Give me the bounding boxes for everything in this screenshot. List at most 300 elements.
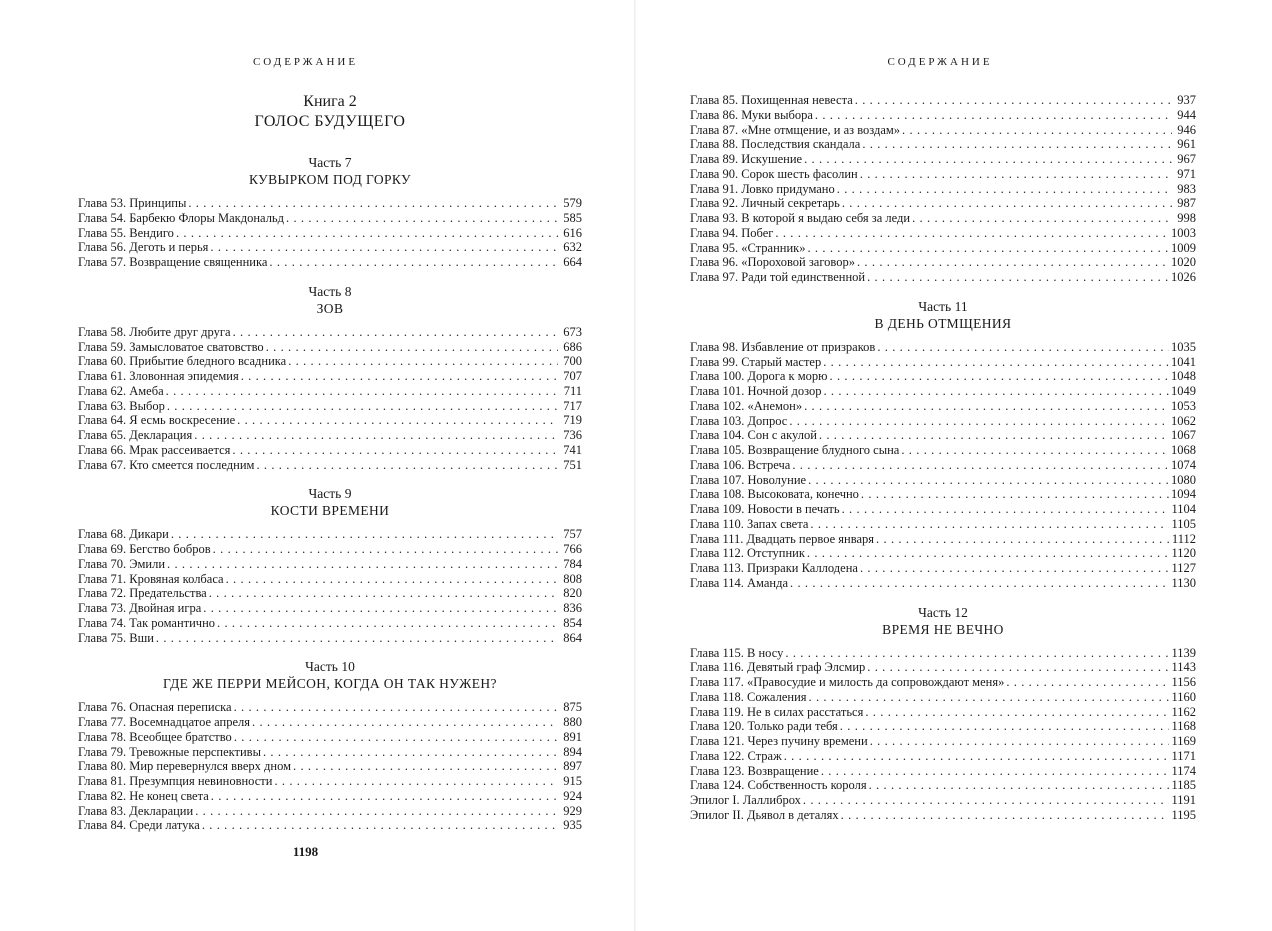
toc-entry-page: 1020 [1171, 255, 1196, 270]
toc-entry-page: 717 [563, 398, 582, 413]
toc-entry [690, 749, 1196, 764]
toc-entry-page: 1191 [1171, 793, 1196, 807]
toc-entry-page: 1160 [1171, 689, 1196, 704]
toc-entry-page: 719 [563, 413, 582, 428]
toc-entry-page: 741 [563, 442, 582, 457]
toc-entry [78, 384, 582, 399]
toc-entry [78, 240, 582, 255]
toc-entry-page: 891 [563, 729, 582, 744]
dot-leader [821, 764, 1170, 779]
toc-entry-title: Глава 113. Призраки Каллодена [690, 561, 858, 575]
toc-entry-page: 1048 [1171, 369, 1196, 384]
toc-entry-title: Глава 106. Встреча [690, 457, 791, 472]
toc-entry [690, 808, 1196, 823]
toc-entry-title: Глава 101. Ночной дозор [690, 384, 822, 398]
toc-entry-page: 1168 [1171, 719, 1196, 734]
page-number: 1198 [292, 844, 319, 859]
toc-entry-title: Глава 121. Через пучину времени [690, 734, 868, 748]
toc-entry-list [78, 325, 582, 473]
toc-part [78, 154, 582, 270]
toc-entry-title: Глава 85. Похищенная невеста [690, 93, 853, 107]
toc-entry-title: Глава 74. Так романтично [78, 615, 216, 630]
toc-entry-page: 1003 [1171, 225, 1196, 240]
toc-entry [690, 502, 1196, 517]
toc-entry [690, 255, 1196, 270]
dot-leader [234, 730, 558, 745]
toc-entry-page: 836 [563, 601, 582, 615]
dot-leader [274, 774, 558, 789]
toc-entry [690, 546, 1196, 561]
toc-entry [690, 576, 1196, 591]
toc-entry [78, 572, 582, 587]
right-parts [690, 298, 1196, 823]
toc-entry-page: 1185 [1171, 778, 1196, 793]
toc-entry [690, 196, 1196, 211]
dot-leader [789, 414, 1169, 429]
toc-entry-title: Глава 77. Восемнадцатое апреля [78, 715, 251, 729]
toc-entry-page: 1104 [1171, 502, 1196, 516]
toc-entry [78, 428, 582, 443]
toc-entry-title: Глава 110. Запах света [690, 516, 809, 531]
dot-leader [807, 546, 1170, 561]
toc-entry-title: Глава 94. Побег [690, 225, 774, 240]
toc-entry [78, 325, 582, 340]
part-title: КОСТИ ВРЕМЕНИ [270, 503, 390, 519]
dot-leader [784, 749, 1170, 764]
toc-entry-page: 1105 [1171, 516, 1196, 531]
toc-entry-page: 664 [563, 255, 582, 269]
dot-leader [210, 240, 558, 255]
toc-entry-page: 673 [563, 324, 582, 339]
toc-entry [690, 226, 1196, 241]
dot-leader [252, 715, 558, 730]
toc-part [78, 283, 582, 473]
toc-entry [690, 764, 1196, 779]
dot-leader [234, 700, 558, 715]
toc-entry-title: Глава 87. «Мне отмщение, и аз воздам» [690, 122, 901, 137]
toc-entry [78, 631, 582, 646]
toc-entry-list [78, 196, 582, 270]
toc-part [78, 485, 582, 645]
toc-entry-title: Глава 112. Отступник [690, 546, 805, 561]
toc-entry [78, 818, 582, 833]
toc-entry-title: Глава 67. Кто смеется последним [78, 457, 255, 472]
toc-entry-page: 766 [563, 542, 582, 556]
toc-entry-title: Глава 65. Декларация [78, 428, 193, 442]
toc-entry-title: Глава 55. Вендиго [78, 225, 174, 240]
toc-entry-title: Глава 93. В которой я выдаю себя за леди [690, 211, 911, 225]
toc-entry [690, 384, 1196, 399]
toc-entry [690, 473, 1196, 488]
toc-entry-page: 1143 [1171, 660, 1196, 675]
toc-entry [690, 675, 1196, 690]
toc-entry-title: Эпилог II. Дьявол в деталях [690, 807, 839, 822]
toc-entry-title: Глава 90. Сорок шесть фасолин [690, 166, 858, 181]
dot-leader [865, 705, 1169, 720]
dot-leader [855, 93, 1172, 108]
toc-entry [78, 527, 582, 542]
toc-entry-title: Глава 66. Мрак рассеивается [78, 442, 231, 457]
toc-entry-title: Глава 64. Я есмь воскресение [78, 413, 236, 428]
toc-entry [690, 270, 1196, 285]
toc-entry-title: Глава 89. Искушение [690, 152, 803, 166]
toc-part [78, 658, 582, 833]
dot-leader [241, 369, 558, 384]
part-label: Часть 9 [308, 486, 352, 502]
toc-entry-title: Глава 78. Всеобщее братство [78, 729, 232, 744]
toc-entry [690, 778, 1196, 793]
dot-leader [237, 413, 558, 428]
toc-entry-title: Глава 95. «Странник» [690, 240, 806, 255]
part-label: Часть 7 [308, 155, 352, 170]
part-title: ЗОВ [316, 300, 344, 316]
toc-entry-page: 707 [563, 369, 582, 383]
dot-leader [233, 325, 558, 340]
toc-entry [78, 458, 582, 473]
dot-leader [809, 690, 1170, 705]
toc-entry [78, 616, 582, 631]
dot-leader [860, 167, 1172, 182]
running-head: СОДЕРЖАНИЕ [252, 56, 359, 68]
toc-entry-page: 946 [1177, 122, 1196, 137]
dot-leader [867, 270, 1169, 285]
left-parts [78, 154, 582, 833]
toc-entry-title: Глава 56. Деготь и перья [78, 240, 209, 255]
dot-leader [830, 369, 1169, 384]
dot-leader [810, 517, 1169, 532]
toc-entry-page: 1112 [1171, 531, 1196, 546]
toc-entry-page: 1156 [1171, 675, 1196, 689]
toc-entry [690, 532, 1196, 547]
toc-entry-title: Глава 58. Любите друг друга [78, 324, 231, 339]
toc-entry [690, 399, 1196, 414]
toc-entry [690, 369, 1196, 384]
dot-leader [876, 532, 1170, 547]
toc-entry [78, 586, 582, 601]
toc-entry-page: 1026 [1171, 270, 1196, 284]
dot-leader [188, 196, 558, 211]
toc-entry [690, 211, 1196, 226]
toc-entry-page: 983 [1177, 181, 1196, 196]
toc-entry-title: Глава 71. Кровяная колбаса [78, 571, 224, 586]
toc-entry-page: 937 [1177, 93, 1196, 107]
toc-entry-page: 967 [1177, 152, 1196, 166]
toc-entry-page: 686 [563, 339, 582, 354]
toc-entry-list [690, 646, 1196, 823]
dot-leader [202, 818, 558, 833]
toc-entry [690, 719, 1196, 734]
toc-entry-page: 987 [1177, 196, 1196, 211]
dot-leader [217, 616, 558, 631]
toc-entry [690, 517, 1196, 532]
toc-entry-title: Глава 57. Возвращение священника [78, 255, 268, 269]
dot-leader [269, 255, 558, 270]
toc-entry-title: Глава 86. Муки выбора [690, 107, 813, 122]
part-label: Часть 12 [918, 604, 968, 620]
toc-entry-title: Глава 69. Бегство бобров [78, 542, 211, 556]
toc-entry-title: Глава 96. «Пороховой заговор» [690, 255, 855, 270]
toc-entry [78, 557, 582, 572]
toc-entry-title: Глава 62. Амеба [78, 383, 164, 398]
dot-leader [211, 789, 558, 804]
dot-leader [293, 759, 558, 774]
dot-leader [792, 458, 1169, 473]
toc-entry-page: 1120 [1171, 546, 1196, 561]
toc-entry-title: Глава 72. Предательства [78, 586, 207, 601]
toc-entry-page: 1067 [1171, 428, 1196, 443]
toc-entry-title: Глава 122. Страж [690, 748, 782, 763]
toc-entry-page: 616 [563, 225, 582, 240]
dot-leader [194, 428, 558, 443]
toc-entry [690, 646, 1196, 661]
toc-part [690, 298, 1196, 591]
toc-entry [690, 428, 1196, 443]
toc-entry [78, 601, 582, 616]
left-page [0, 0, 635, 931]
dot-leader [877, 340, 1169, 355]
toc-entry [690, 793, 1196, 808]
toc-entry [78, 255, 582, 270]
dot-leader [256, 458, 558, 473]
dot-leader [166, 384, 558, 399]
toc-entry [690, 705, 1196, 720]
toc-entry [690, 108, 1196, 123]
toc-entry-title: Глава 75. Вши [78, 630, 154, 645]
toc-entry-title: Глава 123. Возвращение [690, 763, 819, 778]
toc-entry-title: Глава 99. Старый мастер [690, 354, 822, 369]
dot-leader [862, 137, 1172, 152]
toc-entry-title: Глава 63. Выбор [78, 398, 165, 413]
toc-entry-page: 1080 [1171, 472, 1196, 487]
dot-leader [815, 108, 1172, 123]
toc-entry [690, 241, 1196, 256]
toc-entry-title: Глава 53. Принципы [78, 196, 187, 210]
toc-entry [78, 369, 582, 384]
toc-entry-page: 751 [563, 457, 582, 472]
toc-entry-title: Глава 91. Ловко придумано [690, 181, 835, 196]
dot-leader [176, 226, 558, 241]
dot-leader [288, 354, 558, 369]
toc-entry [78, 774, 582, 789]
toc-entry [78, 399, 582, 414]
toc-entry-list [690, 93, 1196, 285]
toc-entry [690, 734, 1196, 749]
dot-leader [266, 340, 558, 355]
toc-entry [78, 226, 582, 241]
toc-entry-page: 1127 [1171, 561, 1196, 575]
dot-leader [861, 487, 1169, 502]
toc-entry-title: Глава 117. «Правосудие и милость да сопровождают меня» [690, 675, 1005, 689]
toc-entry-title: Глава 70. Эмили [78, 556, 166, 571]
dot-leader [807, 241, 1169, 256]
toc-entry [690, 458, 1196, 473]
toc-entry-page: 935 [563, 818, 582, 833]
dot-leader [842, 196, 1172, 211]
toc-entry [78, 413, 582, 428]
toc-entry-page: 897 [563, 759, 582, 774]
toc-entry [78, 211, 582, 226]
toc-entry-title: Глава 84. Среди латука [78, 818, 200, 833]
toc-entry-page: 1062 [1171, 413, 1196, 428]
toc-entry-page: 579 [563, 196, 582, 210]
dot-leader [213, 542, 558, 557]
dot-leader [841, 808, 1170, 823]
toc-entry [78, 340, 582, 355]
toc-entry-title: Глава 98. Избавление от призраков [690, 339, 876, 354]
dot-leader [867, 660, 1169, 675]
toc-entry-page: 757 [563, 527, 582, 542]
part-label: Часть 10 [305, 659, 355, 675]
toc-entry-title: Глава 76. Опасная переписка [78, 700, 232, 715]
toc-entry-page: 736 [563, 428, 582, 442]
toc-entry [690, 182, 1196, 197]
toc-entry-title: Глава 97. Ради той единственной [690, 270, 866, 284]
toc-entry-page: 894 [563, 744, 582, 759]
dot-leader [195, 804, 558, 819]
toc-entry [78, 730, 582, 745]
dot-leader [1006, 675, 1169, 690]
toc-entry-title: Глава 54. Барбекю Флоры Макдональд [78, 210, 284, 225]
toc-entry-title: Глава 73. Двойная игра [78, 601, 202, 615]
toc-part [690, 604, 1196, 823]
toc-entry [78, 804, 582, 819]
dot-leader [823, 355, 1169, 370]
toc-entry [690, 123, 1196, 138]
toc-entry-page: 880 [563, 715, 582, 729]
dot-leader [286, 211, 558, 226]
toc-entry-page: 924 [563, 788, 582, 803]
toc-entry-title: Глава 109. Новости в печать [690, 502, 840, 516]
toc-entry-title: Глава 100. Дорога к морю [690, 369, 828, 384]
toc-entry-page: 1009 [1171, 240, 1196, 255]
toc-entry-page: 711 [563, 383, 582, 398]
toc-entry-page: 1171 [1171, 748, 1196, 763]
toc-entry-page: 1174 [1171, 763, 1196, 778]
dot-leader [171, 527, 558, 542]
toc-entry [78, 745, 582, 760]
toc-entry-page: 1169 [1171, 734, 1196, 748]
part-label: Часть 11 [918, 298, 968, 314]
dot-leader [775, 226, 1169, 241]
toc-entry-page: 1094 [1171, 487, 1196, 502]
toc-entry-page: 971 [1177, 166, 1196, 181]
toc-entry-page: 1139 [1171, 645, 1196, 660]
toc-entry-page: 929 [563, 803, 582, 818]
toc-entry [690, 93, 1196, 108]
toc-entry-title: Глава 120. Только ради тебя [690, 719, 838, 734]
toc-entry-page: 1068 [1171, 443, 1196, 457]
toc-entry-title: Глава 105. Возвращение блудного сына [690, 443, 900, 457]
part-title: ГДЕ ЖЕ ПЕРРИ МЕЙСОН, КОГДА ОН ТАК НУЖЕН? [163, 676, 497, 692]
dot-leader [804, 152, 1172, 167]
toc-entry-title: Глава 119. Не в силах расстаться [690, 704, 864, 719]
dot-leader [803, 793, 1170, 808]
toc-entry-title: Глава 108. Высоковата, конечно [690, 487, 859, 502]
right-toc-column [690, 93, 1196, 823]
dot-leader [226, 572, 558, 587]
toc-entry [690, 137, 1196, 152]
toc-entry-page: 1130 [1171, 575, 1196, 590]
toc-entry-title: Глава 103. Допрос [690, 413, 788, 428]
dot-leader [840, 719, 1170, 734]
toc-entry-list [78, 527, 582, 645]
dot-leader [819, 428, 1169, 443]
toc-entry [690, 340, 1196, 355]
toc-entry-page: 820 [563, 586, 582, 601]
toc-entry-page: 998 [1177, 211, 1196, 225]
running-head: СОДЕРЖАНИЕ [887, 56, 993, 68]
dot-leader [870, 734, 1170, 749]
dot-leader [869, 778, 1170, 793]
dot-leader [263, 745, 558, 760]
toc-entry [78, 542, 582, 557]
toc-entry-title: Глава 83. Декларации [78, 803, 194, 818]
toc-entry-title: Глава 79. Тревожные перспективы [78, 744, 261, 759]
book-label: Книга 2 [303, 93, 357, 110]
toc-entry [78, 354, 582, 369]
toc-entry-page: 961 [1177, 137, 1196, 152]
toc-entry-list [690, 340, 1196, 591]
toc-entry-title: Глава 61. Зловонная эпидемия [78, 369, 239, 383]
toc-entry-title: Глава 111. Двадцать первое января [690, 531, 875, 546]
toc-entry-page: 915 [563, 774, 582, 788]
dot-leader [857, 255, 1169, 270]
toc-entry-page: 1162 [1171, 704, 1196, 719]
toc-entry [690, 152, 1196, 167]
dot-leader [167, 399, 558, 414]
toc-entry-page: 854 [563, 615, 582, 630]
dot-leader [912, 211, 1172, 226]
dot-leader [901, 443, 1169, 458]
toc-entry-title: Глава 88. Последствия скандала [690, 137, 861, 152]
dot-leader [156, 631, 558, 646]
toc-entry-title: Глава 60. Прибытие бледного всадника [78, 354, 287, 369]
dot-leader [167, 557, 558, 572]
toc-entry [690, 561, 1196, 576]
dot-leader [790, 576, 1169, 591]
toc-entry-page: 944 [1177, 107, 1196, 122]
toc-entry [78, 196, 582, 211]
toc-entry-title: Глава 82. Не конец света [78, 788, 209, 803]
toc-entry-title: Глава 114. Аманда [690, 575, 789, 590]
left-toc-column [78, 92, 582, 833]
toc-entry [690, 487, 1196, 502]
toc-entry-page: 808 [563, 571, 582, 586]
toc-entry-title: Глава 102. «Анемон» [690, 398, 803, 413]
dot-leader [808, 473, 1169, 488]
part-title: В ДЕНЬ ОТМЩЕНИЯ [874, 315, 1012, 331]
toc-entry-page: 1049 [1171, 384, 1196, 398]
part-title: ВРЕМЯ НЕ ВЕЧНО [882, 621, 1004, 637]
toc-entry-list [78, 700, 582, 833]
dot-leader [823, 384, 1169, 399]
toc-entry-title: Эпилог I. Лаллиброх [690, 793, 801, 807]
toc-entry [78, 759, 582, 774]
dot-leader [842, 502, 1170, 517]
toc-entry [690, 690, 1196, 705]
toc-entry-title: Глава 124. Собственность короля [690, 778, 867, 793]
part-label: Часть 8 [308, 283, 352, 299]
toc-entry-page: 1053 [1171, 398, 1196, 413]
toc-entry [78, 700, 582, 715]
toc-entry-title: Глава 59. Замысловатое сватовство [78, 339, 264, 354]
toc-entry-title: Глава 116. Девятый граф Элсмир [690, 660, 866, 675]
toc-entry-title: Глава 118. Сожаления [690, 689, 807, 704]
toc-entry-page: 875 [563, 700, 582, 715]
toc-entry-title: Глава 107. Новолуние [690, 472, 807, 487]
toc-entry-title: Глава 92. Личный секретарь [690, 196, 840, 211]
toc-entry [690, 355, 1196, 370]
